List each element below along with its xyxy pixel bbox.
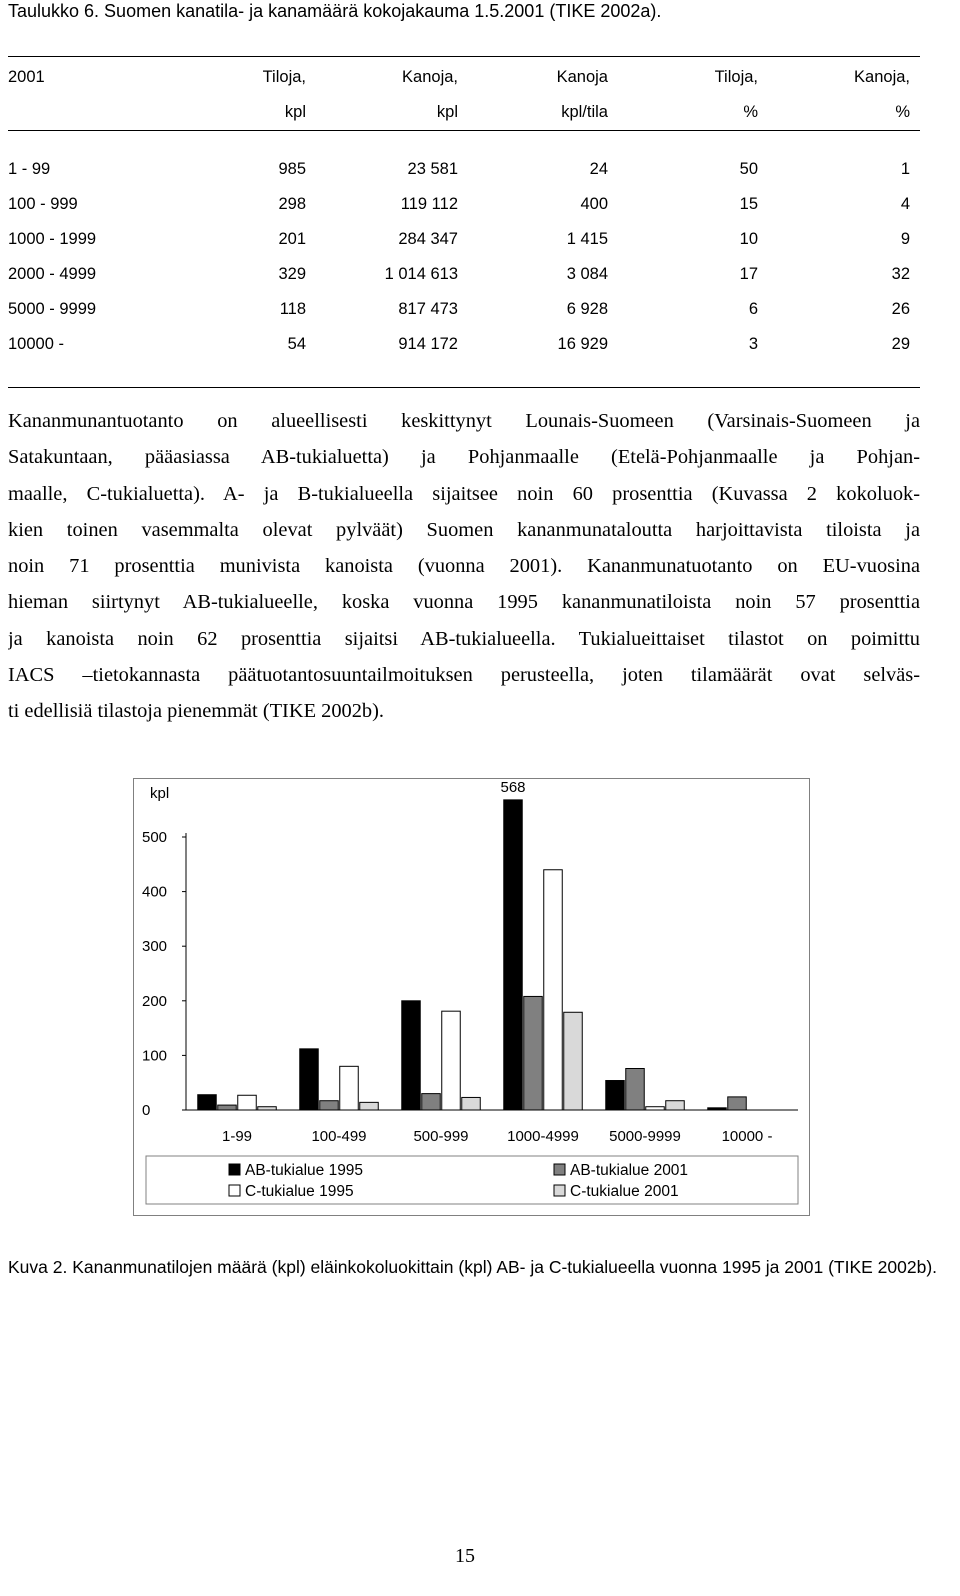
figure-caption: Kuva 2. Kananmunatilojen määrä (kpl) eläinkokoluokittain (kpl) AB- ja C-tukialueella vuonna 1995 ja 2001 (TIKE 2002b).: [8, 1257, 938, 1277]
table-cell: 400: [580, 195, 608, 213]
table-top-rule: [8, 56, 920, 57]
body-line: maalle, C-tukialuetta). A- ja B-tukialueella sijaitsee noin 60 prosenttia (Kuvassa 2 kokoluok-: [8, 482, 920, 505]
table-cell: 32: [891, 265, 910, 283]
table-cell: 1 - 99: [8, 160, 51, 178]
table-cell: 1 014 613: [384, 265, 458, 283]
bar-chart-figure: [133, 778, 810, 1216]
table-header-cell: Tiloja,: [262, 68, 306, 86]
bar: [402, 1001, 421, 1110]
table-caption: Taulukko 6. Suomen kanatila- ja kanamäärä kokojakauma 1.5.2001 (TIKE 2002a).: [8, 1, 662, 21]
table-cell: 54: [287, 335, 306, 353]
table-cell: 5000 - 9999: [8, 300, 97, 318]
table-cell: 817 473: [398, 300, 458, 318]
bar: [422, 1094, 441, 1110]
table-cell: 201: [278, 230, 306, 248]
body-line: ti edellisiä tilastoja pienemmät (TIKE 2002b).: [8, 700, 384, 723]
table-cell: 119 112: [400, 195, 458, 213]
bar: [320, 1101, 339, 1110]
x-tick-label: 100-499: [311, 1128, 367, 1145]
legend-swatch: [554, 1164, 565, 1175]
table-cell: 50: [739, 160, 758, 178]
table-cell: 10000 -: [8, 335, 64, 353]
table-header-cell: Kanoja,: [402, 68, 458, 86]
table-cell: 6: [748, 300, 758, 318]
y-tick-label: 0: [142, 1102, 151, 1119]
table-header-rule: [8, 130, 920, 131]
table-header-cell: kpl/tila: [561, 103, 608, 121]
body-paragraph: [8, 403, 920, 730]
bar: [462, 1097, 481, 1110]
table-cell: 15: [739, 195, 758, 213]
table-cell: 6 928: [566, 300, 608, 318]
bar: [524, 996, 543, 1110]
table-cell: 1 415: [566, 230, 608, 248]
y-tick-label: 100: [142, 1047, 168, 1065]
legend-box: [146, 1156, 798, 1204]
bar: [340, 1066, 359, 1110]
bar: [300, 1049, 319, 1110]
y-tick-label: 500: [142, 829, 168, 846]
body-line: Satakuntaan, pääasiassa AB-tukialuetta) ja Pohjanmaalle (Etelä-Pohjanmaalle ja Pohjan-: [8, 446, 920, 469]
table-header-cell: Kanoja,: [854, 68, 910, 86]
table-cell: 26: [891, 300, 910, 318]
bar: [728, 1097, 747, 1110]
x-tick-label: 500-999: [413, 1128, 469, 1145]
body-line: Kananmunantuotanto on alueellisesti keskittynyt Lounais-Suomeen (Varsinais-Suomeen ja: [8, 410, 920, 432]
bar: [360, 1102, 379, 1110]
x-tick-label: 1000-4999: [507, 1128, 579, 1145]
body-line: kien toinen vasemmalta olevat pylväät) Suomen kananmunataloutta harjoittavista tiloista ja: [8, 518, 920, 541]
legend-swatch: [554, 1185, 565, 1196]
table-cell: 10: [739, 230, 758, 248]
legend-label: AB-tukialue 2001: [570, 1162, 689, 1179]
y-tick-label: 200: [142, 992, 168, 1010]
bar: [708, 1108, 727, 1110]
table-cell: 23 581: [407, 160, 458, 178]
table-header-cell: kpl: [436, 103, 458, 121]
table-cell: 985: [278, 160, 306, 178]
table-cell: 3 084: [566, 265, 608, 283]
table-cell: 914 172: [398, 335, 458, 353]
table-bottom-rule: [8, 387, 920, 388]
table-cell: 3: [748, 335, 758, 353]
data-label: 568: [500, 779, 526, 796]
body-line: noin 71 prosenttia munivista kanoista (vuonna 2001). Kananmunatuotanto on EU-vuosina: [8, 555, 920, 578]
bar: [626, 1069, 645, 1110]
y-tick-label: 300: [142, 938, 168, 956]
legend-swatch: [229, 1164, 240, 1175]
table-cell: 9: [900, 230, 910, 248]
body-line: hieman siirtynyt AB-tukialueelle, koska vuonna 1995 kananmunatiloista noin 57 prosenttia: [8, 591, 920, 614]
table-header-cell: %: [743, 103, 758, 121]
legend-label: C-tukialue 1995: [245, 1183, 354, 1200]
table-header-cell: Kanoja: [556, 68, 608, 86]
table-cell: 1: [900, 160, 910, 178]
table-cell: 2000 - 4999: [8, 265, 97, 283]
table-header-cell: Tiloja,: [714, 68, 758, 86]
table-cell: 118: [279, 300, 306, 318]
table-header-cell: 2001: [8, 68, 45, 86]
bar: [666, 1101, 685, 1110]
table-header-cell: %: [895, 103, 910, 121]
x-tick-label: 1-99: [221, 1128, 253, 1145]
body-line: ja kanoista noin 62 prosenttia sijaitsi AB-tukialueella. Tukialueittaiset tilastot on poimittu: [8, 627, 920, 650]
bar: [504, 800, 523, 1110]
table-cell: 4: [900, 195, 910, 213]
x-tick-label: 10000 -: [721, 1128, 773, 1145]
bar: [564, 1012, 583, 1110]
bar: [544, 870, 563, 1110]
table-cell: 16 929: [557, 335, 608, 353]
y-axis-title: kpl: [150, 785, 170, 802]
bar: [606, 1081, 625, 1110]
bar: [198, 1095, 217, 1110]
bar: [258, 1107, 277, 1110]
legend-label: AB-tukialue 1995: [245, 1162, 364, 1179]
bar: [646, 1107, 665, 1110]
table-cell: 329: [278, 265, 306, 283]
page-number: 15: [455, 1545, 475, 1567]
bar: [238, 1095, 257, 1110]
bar-chart: [134, 779, 809, 1215]
body-line: IACS –tietokannasta päätuotantosuuntailmoituksen perusteella, joten tilamäärät ovat selväs-: [8, 664, 920, 687]
bar: [442, 1011, 461, 1110]
table-cell: 29: [891, 335, 910, 353]
table-cell: 1000 - 1999: [8, 230, 97, 248]
table-header-cell: kpl: [284, 103, 306, 121]
table-cell: 24: [589, 160, 608, 178]
stats-table: [8, 56, 920, 388]
table-cell: 17: [739, 265, 758, 283]
legend-swatch: [229, 1185, 240, 1196]
x-tick-label: 5000-9999: [609, 1128, 681, 1145]
y-tick-label: 400: [142, 883, 168, 901]
legend-label: C-tukialue 2001: [570, 1183, 679, 1200]
bar: [218, 1105, 237, 1110]
table-cell: 298: [278, 195, 306, 213]
table-cell: 100 - 999: [8, 195, 78, 213]
table-cell: 284 347: [398, 230, 458, 248]
